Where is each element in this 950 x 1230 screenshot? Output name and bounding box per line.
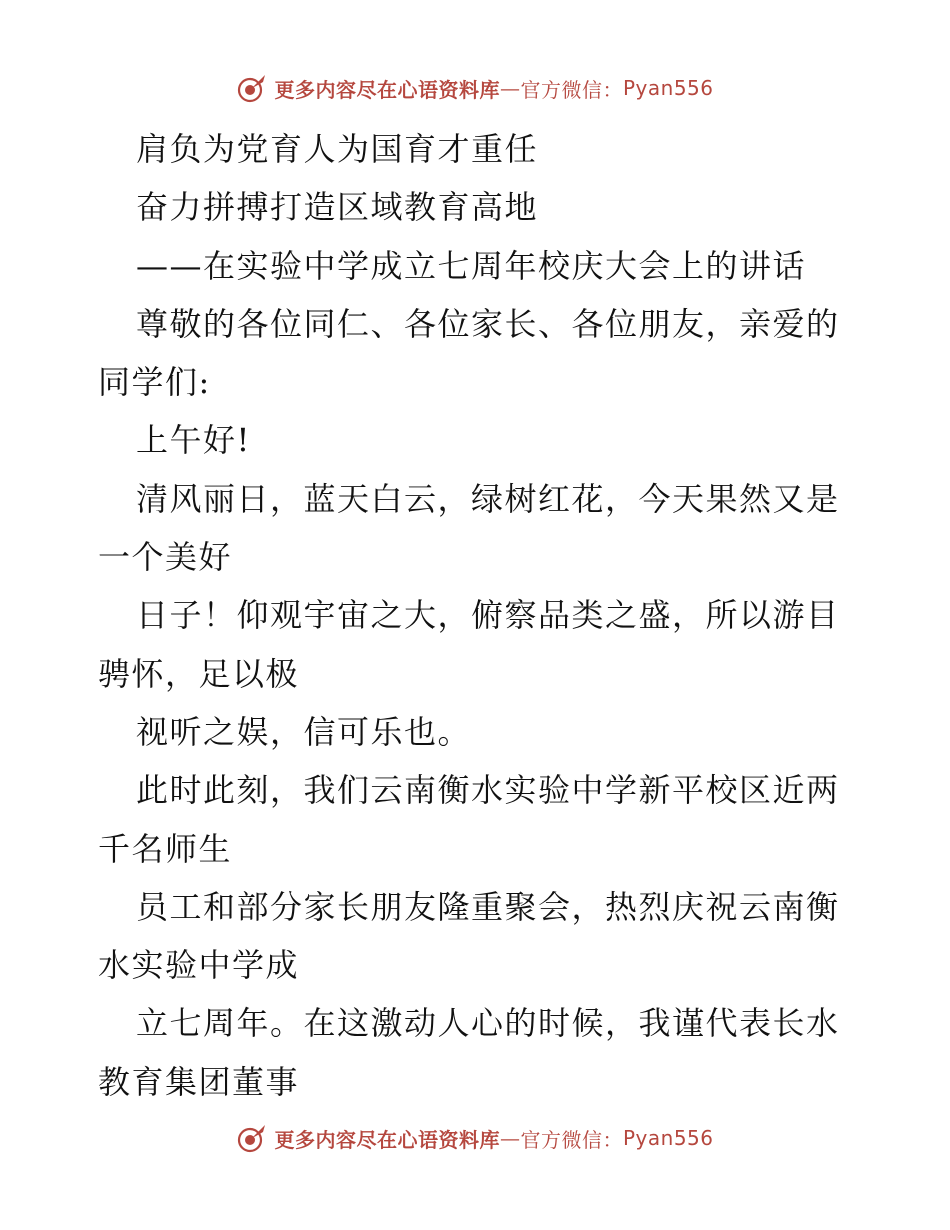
watermark-account: Pyan556 — [622, 1126, 714, 1150]
paragraph-line: 一个美好 — [98, 538, 233, 577]
paragraph-line: 此时此刻，我们云南衡水实验中学新平校区近两 — [136, 771, 840, 810]
watermark-sub-text: 官方微信： — [520, 77, 623, 102]
watermark-account: Pyan556 — [622, 76, 714, 100]
quill-logo-icon — [236, 1122, 268, 1154]
paragraph-line: 清风丽日，蓝天白云，绿树红花，今天果然又是 — [136, 479, 840, 518]
quill-logo-icon — [236, 72, 268, 104]
watermark-header — [0, 68, 950, 108]
paragraph-line: 立七周年。在这激动人心的时候，我谨代表长水 — [136, 1004, 840, 1043]
speech-title-line-1: 肩负为党育人为国育才重任 — [136, 130, 539, 168]
paragraph-line: 千名师生 — [98, 829, 233, 868]
greeting-line: 尊敬的各位同仁、各位家长、各位朋友，亲爱的 — [136, 304, 840, 343]
watermark-sub-text: 官方微信： — [520, 1127, 623, 1152]
watermark-dash: — — [499, 76, 521, 100]
speech-subtitle: ——在实验中学成立七周年校庆大会上的讲话 — [136, 246, 807, 285]
watermark-dash: — — [499, 1126, 521, 1150]
watermark-footer — [0, 1118, 950, 1158]
paragraph-line: 日子！仰观宇宙之大，俯察品类之盛，所以游目 — [136, 596, 840, 635]
paragraph-line: 视听之娱，信可乐也。 — [136, 712, 472, 751]
salutation: 上午好! — [136, 421, 251, 460]
paragraph-line: 骋怀，足以极 — [98, 654, 300, 693]
greeting-line-cont: 同学们: — [98, 363, 211, 402]
watermark-main-text: 更多内容尽在心语资料库 — [274, 77, 500, 102]
paragraph-line: 水实验中学成 — [98, 946, 300, 985]
document-body — [98, 120, 858, 1111]
paragraph-line: 员工和部分家长朋友隆重聚会，热烈庆祝云南衡 — [136, 887, 840, 926]
paragraph-line: 教育集团董事 — [98, 1062, 300, 1101]
speech-title-line-2: 奋力拼搏打造区域教育高地 — [136, 188, 539, 227]
watermark-main-text: 更多内容尽在心语资料库 — [274, 1127, 500, 1152]
